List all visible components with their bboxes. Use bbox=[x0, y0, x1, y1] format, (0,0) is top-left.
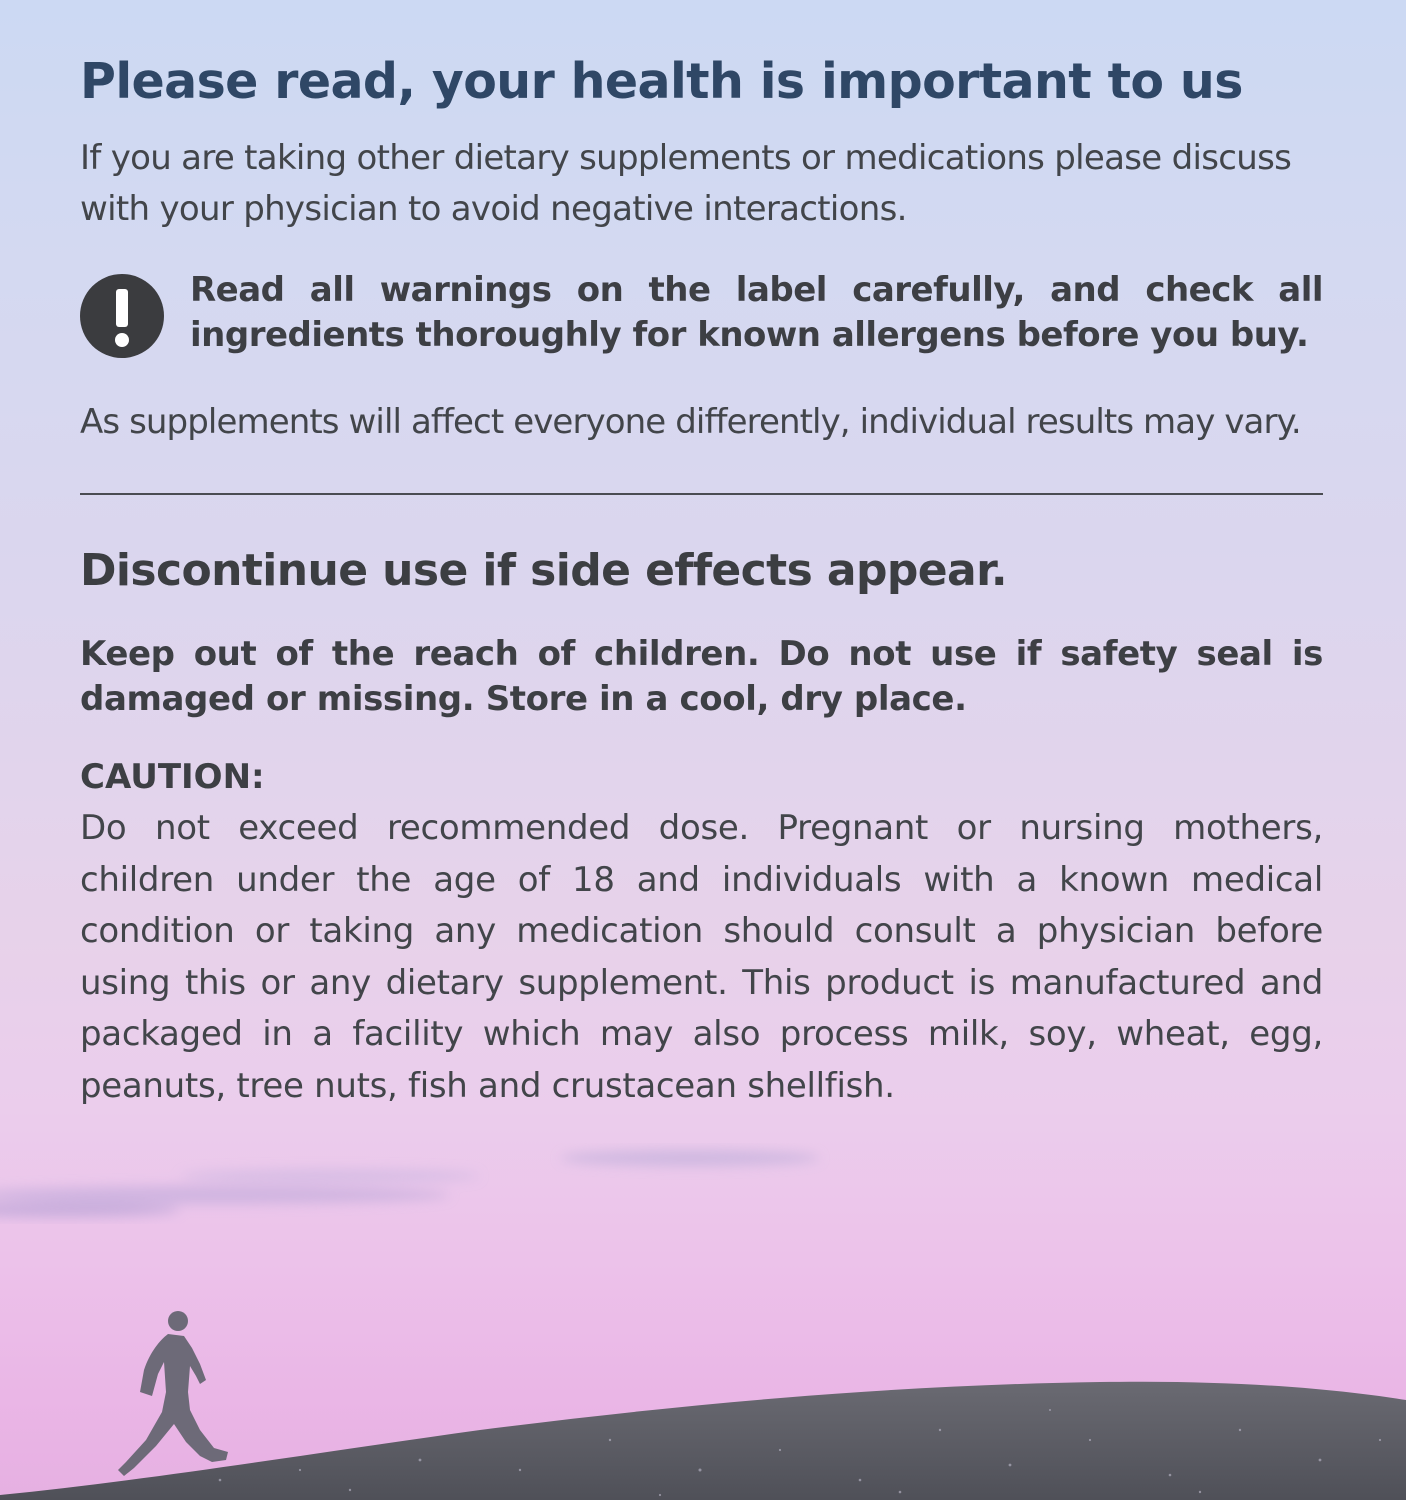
exclamation-icon bbox=[80, 274, 164, 358]
section-title: Discontinue use if side effects appear. bbox=[80, 545, 1008, 596]
cloud-streaks bbox=[0, 1150, 820, 1217]
exclamation-bar bbox=[116, 289, 128, 327]
caution-label: CAUTION: bbox=[80, 757, 265, 797]
storage-warning: Keep out of the reach of children. Do not use if safety seal is damaged or missing. Store in a cool, dry place. bbox=[80, 634, 1323, 719]
results-note: As supplements will affect everyone differently, individual results may vary. bbox=[80, 402, 1301, 442]
hill-silhouette bbox=[0, 1382, 1406, 1500]
page-title: Please read, your health is important to us bbox=[80, 53, 1243, 110]
warning-text: Read all warnings on the label carefully, and check all ingredients thoroughly for known allergens before you buy. bbox=[190, 270, 1323, 355]
exclamation-dot bbox=[115, 333, 129, 347]
intro-paragraph: If you are taking other dietary supplements or medications please discuss with your physician to avoid negative interactions. bbox=[80, 138, 1292, 229]
caution-paragraph: Do not exceed recommended dose. Pregnant or nursing mothers, children under the age of 18 and individuals with a known medical condition or taking any medication should consult a physician before using this or any dietary supplement. This product is manufactured and packaged in a facility which may also process milk, soy, wheat, egg, peanuts, tree nuts, fish and crustacean shellfish. bbox=[80, 808, 1323, 1106]
walking-person-silhouette bbox=[118, 1311, 228, 1476]
section-divider bbox=[80, 493, 1323, 495]
